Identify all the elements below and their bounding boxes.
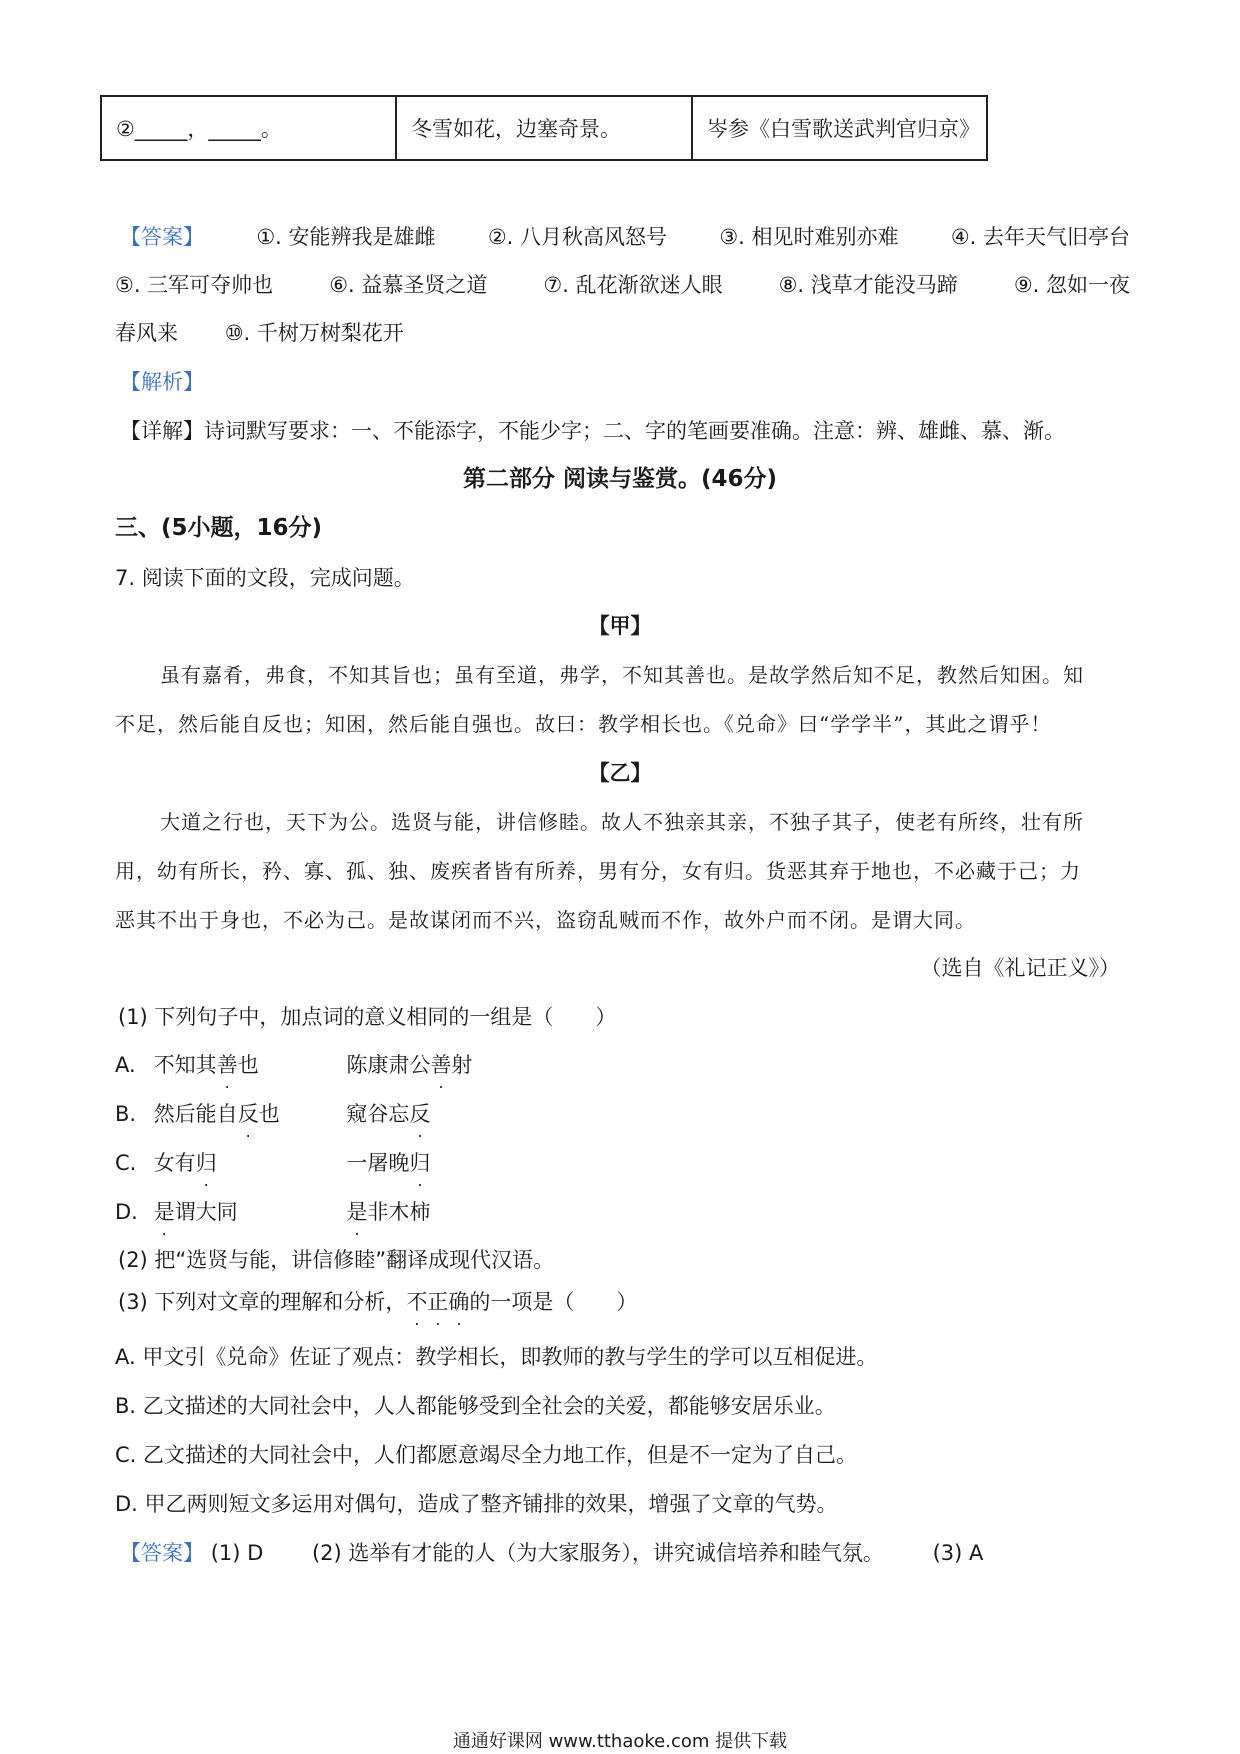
- table-cell-hint: 冬雪如花，边塞奇景。: [396, 96, 692, 160]
- answer-item: 春风来: [115, 321, 178, 345]
- q3-stem: (3) 下列对文章的理解和分析，不正确的一项是（ ）: [118, 1290, 638, 1314]
- q7-intro: 7. 阅读下面的文段，完成问题。: [115, 566, 415, 590]
- option-letter: A.: [115, 1053, 136, 1077]
- answer1-line1: [120, 223, 1130, 251]
- dotted-word: 不: [406, 1290, 428, 1314]
- q1-option-b: B. 然后能自反也 窥谷忘反: [115, 1102, 431, 1126]
- dotted-word: 正: [427, 1290, 449, 1314]
- dotted-word: 归: [195, 1151, 217, 1175]
- answer-item: ⑨. 忽如一夜: [1013, 273, 1130, 297]
- section3-title: 三、(5小题，16分): [115, 515, 323, 541]
- detail-text: 【详解】诗词默写要求：一、不能添字，不能少字；二、字的笔画要准确。注意：辨、雄雌、慕、渐。: [120, 419, 1065, 443]
- passage-jia-line1: 虽有嘉肴，弗食，不知其旨也；虽有至道，弗学，不知其善也。是故学然后知不足，教然后知困。知: [160, 663, 1084, 687]
- option-letter: C.: [115, 1151, 137, 1175]
- answer-item: ⑥. 益慕圣贤之道: [329, 273, 488, 297]
- analysis-label: 【解析】: [120, 370, 204, 394]
- q1-option-c: C. 女有归 一屠晚归: [115, 1151, 431, 1175]
- answer-item: (1) D: [210, 1541, 264, 1565]
- answer-item: ②. 八月秋高风怒号: [487, 225, 667, 249]
- answer-item: ⑧. 浅草才能没马蹄: [778, 273, 958, 297]
- answer-item: (3) A: [932, 1541, 984, 1565]
- table-row: [101, 96, 987, 160]
- option-letter: D.: [115, 1200, 138, 1224]
- answer-item: ③. 相见时难别亦难: [719, 225, 899, 249]
- part2-title: 第二部分 阅读与鉴赏。(46分): [462, 466, 778, 492]
- dotted-word: 反: [237, 1102, 259, 1126]
- answer-item: ①. 安能辨我是雄雌: [256, 225, 436, 249]
- dotted-word: 善: [430, 1053, 452, 1077]
- q3-option-a: A. 甲文引《兑命》佐证了观点：教学相长，即教师的教与学生的学可以互相促进。: [115, 1345, 878, 1369]
- answer2-line: [120, 1539, 983, 1567]
- table-cell-source: 岑参《白雪歌送武判官归京》: [692, 96, 987, 160]
- answer-item: ⑩. 千树万树梨花开: [224, 321, 404, 345]
- dotted-word: 善: [216, 1053, 238, 1077]
- dotted-word: 是: [346, 1200, 368, 1224]
- answer-item: ⑦. 乱花渐欲迷人眼: [543, 273, 723, 297]
- answer-item: (2) 选举有才能的人（为大家服务），讲究诚信培养和睦气氛。: [311, 1541, 884, 1565]
- q1-stem: (1) 下列句子中，加点词的意义相同的一组是（ ）: [118, 1005, 617, 1029]
- passage-jia-label: 【甲】: [588, 614, 652, 638]
- answer-item: ④. 去年天气旧亭台: [950, 225, 1130, 249]
- passage-jia-line2: 不足，然后能自反也；知困，然后能自强也。故曰：教学相长也。《兑命》曰“学学半”，其此之谓乎！: [115, 712, 1052, 736]
- answer-label: 【答案】: [120, 1541, 204, 1565]
- answer1-line3: [115, 319, 404, 347]
- q3-option-c: C. 乙文描述的大同社会中，人们都愿意竭尽全力地工作，但是不一定为了自己。: [115, 1443, 858, 1467]
- answer-item: ⑤. 三军可夺帅也: [115, 273, 274, 297]
- dotted-word: 是: [153, 1200, 175, 1224]
- q1-option-a: A. 不知其善也 陈康肃公善射: [115, 1053, 473, 1077]
- passage-yi-line3: 恶其不出于身也，不必为己。是故谋闭而不兴，盗窃乱贼而不作，故外户而不闭。是谓大同。: [115, 908, 976, 932]
- answer-label: 【答案】: [120, 225, 204, 249]
- passage-source: （选自《礼记正义》）: [920, 956, 1120, 980]
- option-letter: B.: [115, 1102, 137, 1126]
- passage-yi-label: 【乙】: [588, 761, 652, 785]
- q3-option-d: D. 甲乙两则短文多运用对偶句，造成了整齐铺排的效果，增强了文章的气势。: [115, 1492, 838, 1516]
- dotted-word: 反: [409, 1102, 431, 1126]
- dotted-word: 确: [448, 1290, 470, 1314]
- passage-yi-line1: 大道之行也，天下为公。选贤与能，讲信修睦。故人不独亲其亲，不独子其子，使老有所终，壮有所: [160, 810, 1084, 834]
- dotted-word: 归: [409, 1151, 431, 1175]
- passage-yi-line2: 用，幼有所长，矜、寡、孤、独、废疾者皆有所养，男有分，女有归。货恶其弃于地也，不必藏于己；力: [115, 859, 1081, 883]
- footer-watermark: 通通好课网 www.tthaoke.com 提供下载: [452, 1731, 788, 1752]
- table-cell-blank: ②_____，_____。: [101, 96, 396, 160]
- poem-table: [100, 95, 988, 161]
- q1-option-d: D. 是谓大同 是非木柿: [115, 1200, 431, 1224]
- answer1-line2: [115, 271, 1130, 299]
- q3-option-b: B. 乙文描述的大同社会中，人人都能够受到全社会的关爱，都能够安居乐业。: [115, 1394, 836, 1418]
- q2-stem: (2) 把“选贤与能，讲信修睦”翻译成现代汉语。: [118, 1248, 555, 1272]
